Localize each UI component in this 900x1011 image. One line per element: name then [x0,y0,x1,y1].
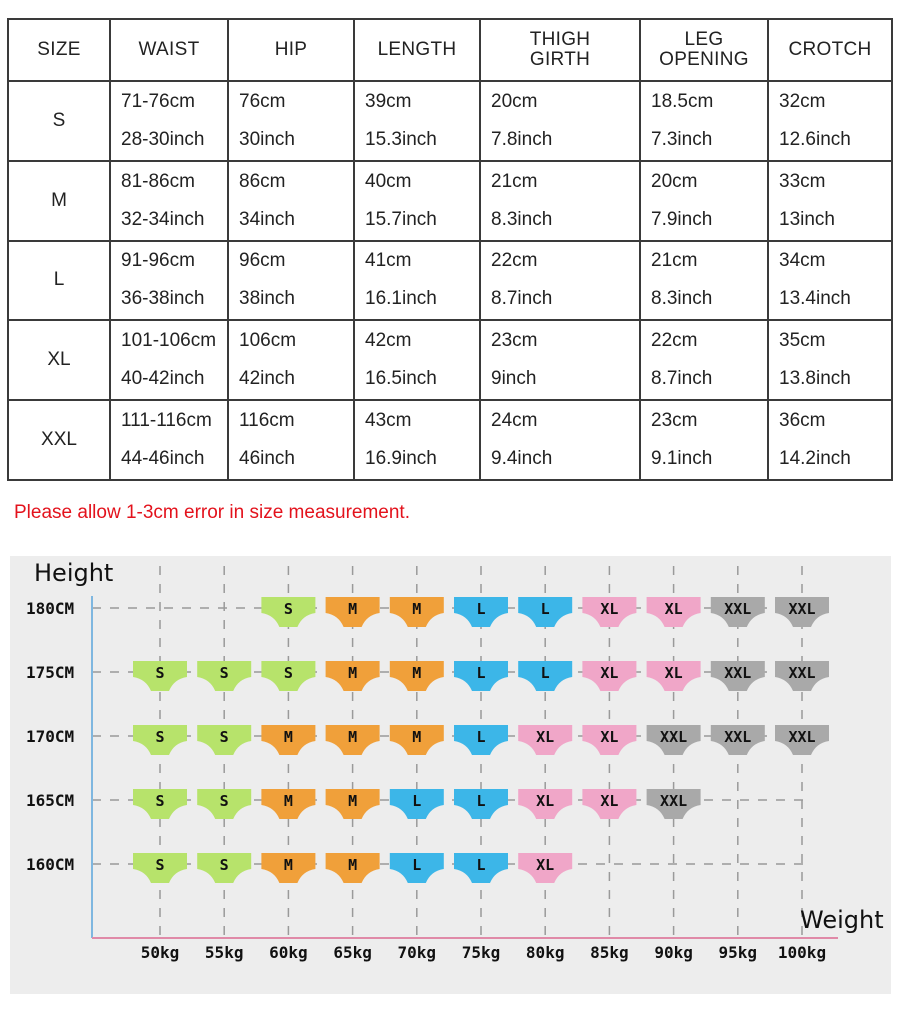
size-brief-icon [197,661,251,691]
brief-size-label: XXL [724,600,752,618]
inch-value: 16.5inch [365,368,437,390]
measurement-cell [480,400,640,480]
measurement-cell [354,81,480,161]
size-brief-icon [454,661,508,691]
brief-size-label: M [412,664,422,682]
size-brief-icon [582,661,636,691]
brief-size-label: S [219,728,229,746]
measurement-cell [768,320,892,400]
inch-value: 38inch [239,288,295,310]
brief-size-label: XL [664,664,683,682]
weight-label: 95kg [718,943,758,962]
measurement-cell [768,81,892,161]
column-header [8,19,110,81]
brief-size-label: S [219,664,229,682]
inch-value: 34inch [239,208,295,230]
table-row [8,81,892,161]
brief-size-label: XL [536,856,555,874]
cm-value: 116cm [239,410,295,432]
size-brief-icon [197,789,251,819]
cm-value: 20cm [651,170,698,192]
size-brief-icon [197,853,251,883]
brief-size-label: S [219,792,229,810]
inch-value: 30inch [239,128,295,150]
measurement-cell [110,241,228,321]
size-brief-icon [775,661,829,691]
size-brief-icon [518,789,572,819]
inch-value: 13inch [779,208,835,230]
size-brief-icon [133,853,187,883]
brief-size-label: L [476,856,486,874]
cm-value: 86cm [239,170,286,192]
size-cell: S [8,81,110,161]
x-tick-labels [141,943,826,962]
size-brief-icon [261,789,315,819]
measurement-cell [228,241,354,321]
size-brief-icon [711,661,765,691]
brief-size-label: XL [600,728,619,746]
weight-label: 85kg [590,943,629,962]
table-header-row [8,19,892,81]
size-brief-icon [582,789,636,819]
brief-size-label: XL [536,792,555,810]
y-axis-label: Height [34,559,114,587]
size-brief-icon [518,597,572,627]
brief-size-label: S [283,664,293,682]
cm-value: 71-76cm [121,90,195,112]
weight-label: 65kg [333,943,372,962]
size-brief-icon [390,597,444,627]
cm-value: 106cm [239,330,297,352]
measurement-cell [480,161,640,241]
brief-size-label: M [348,856,358,874]
height-label: 175CM [26,663,75,682]
brief-size-label: S [219,856,229,874]
inch-value: 15.3inch [365,128,437,150]
brief-size-label: XXL [788,664,816,682]
weight-label: 90kg [654,943,693,962]
height-label: 165CM [26,791,75,810]
size-brief-icon [454,725,508,755]
measurement-cell [480,81,640,161]
inch-value: 16.1inch [365,288,437,310]
cm-value: 96cm [239,250,286,272]
cm-value: 18.5cm [651,90,714,112]
cm-value: 21cm [651,250,698,272]
measurement-cell [110,161,228,241]
weight-label: 80kg [525,943,565,962]
size-chart-panel [10,556,891,994]
size-brief-icon [647,597,701,627]
inch-value: 8.3inch [651,288,713,310]
size-brief-icon [133,661,187,691]
size-brief-icon [454,789,508,819]
size-cell: XL [8,320,110,400]
cm-value: 40cm [365,170,412,192]
size-brief-icon [711,725,765,755]
inch-value: 14.2inch [779,448,851,470]
column-header-line: OPENING [659,49,749,70]
brief-size-label: M [283,792,293,810]
measurement-cell [110,81,228,161]
inch-value: 9.4inch [491,448,553,470]
weight-label: 70kg [397,943,437,962]
column-header [354,19,480,81]
cm-value: 101-106cm [121,330,217,352]
measurement-cell [480,320,640,400]
size-brief-icon [261,853,315,883]
inch-value: 8.3inch [491,208,553,230]
inch-value: 7.3inch [651,128,713,150]
column-header [768,19,892,81]
size-brief-icon [390,789,444,819]
inch-value: 36-38inch [121,288,205,310]
size-brief-icon [647,725,701,755]
size-brief-icon [390,725,444,755]
size-brief-icon [775,725,829,755]
brief-size-label: S [155,856,165,874]
brief-size-label: XXL [660,728,688,746]
weight-label: 55kg [204,943,244,962]
brief-size-label: XXL [724,664,752,682]
inch-value: 13.4inch [779,288,851,310]
height-label: 180CM [26,599,75,618]
size-brief-icon [711,597,765,627]
column-header [228,19,354,81]
cm-value: 21cm [491,170,538,192]
column-header-line: GIRTH [529,49,591,70]
brief-size-label: XXL [660,792,688,810]
column-header-line: WAIST [138,39,200,60]
measurement-cell [354,320,480,400]
size-brief-icon [326,853,380,883]
size-brief-icon [454,597,508,627]
size-brief-icon [518,725,572,755]
measurement-cell [228,320,354,400]
brief-size-label: M [348,600,358,618]
inch-value: 13.8inch [779,368,851,390]
size-cell: M [8,161,110,241]
column-header-line: LEG [684,29,724,50]
measurement-cell [768,161,892,241]
brief-size-label: M [348,664,358,682]
weight-label: 100kg [777,943,827,962]
cm-value: 81-86cm [121,170,195,192]
size-brief-icon [647,661,701,691]
cm-value: 76cm [239,90,286,112]
cm-value: 32cm [779,90,826,112]
size-brief-icon [326,789,380,819]
size-brief-icon [582,725,636,755]
y-tick-labels [26,599,74,874]
weight-label: 75kg [461,943,501,962]
inch-value: 42inch [239,368,295,390]
inch-value: 40-42inch [121,368,205,390]
brief-size-label: M [348,792,358,810]
cm-value: 22cm [491,250,538,272]
measurement-cell [228,161,354,241]
brief-size-label: XXL [788,600,816,618]
cm-value: 41cm [365,250,412,272]
brief-size-label: L [412,856,422,874]
measurement-cell [640,241,768,321]
measurement-cell [768,241,892,321]
inch-value: 8.7inch [651,368,713,390]
size-brief-icon [326,725,380,755]
cm-value: 111-116cm [121,410,212,432]
brief-size-label: XL [536,728,555,746]
size-brief-icon [647,789,701,819]
cm-value: 23cm [651,410,698,432]
cm-value: 91-96cm [121,250,195,272]
table-body [8,81,892,480]
inch-value: 16.9inch [365,448,437,470]
height-label: 160CM [26,855,75,874]
cm-value: 34cm [779,250,826,272]
brief-size-label: XL [600,664,619,682]
brief-size-label: XXL [788,728,816,746]
brief-size-label: XL [600,792,619,810]
size-brief-icon [518,661,572,691]
measurement-cell [228,81,354,161]
inch-value: 7.8inch [491,128,553,150]
size-brief-icon [454,853,508,883]
measurement-cell [640,161,768,241]
inch-value: 12.6inch [779,128,851,150]
size-brief-icon [326,661,380,691]
chart-axes [92,596,838,938]
size-brief-icon [133,725,187,755]
table-row [8,161,892,241]
brief-size-label: M [412,600,422,618]
column-header-line: LENGTH [377,39,457,60]
column-header-line: SIZE [37,39,81,60]
brief-size-label: XL [600,600,619,618]
size-brief-icon [326,597,380,627]
table-row [8,241,892,321]
brief-size-label: L [476,792,486,810]
weight-label: 50kg [140,943,180,962]
brief-size-label: M [283,728,293,746]
inch-value: 15.7inch [365,208,437,230]
size-brief-icon [133,789,187,819]
column-header [640,19,768,81]
size-error-note: Please allow 1-3cm error in size measurement. [14,502,410,523]
size-brief-icon [775,597,829,627]
column-header [480,19,640,81]
brief-size-label: L [540,664,550,682]
cm-value: 39cm [365,90,412,112]
size-brief-icon [261,597,315,627]
cm-value: 24cm [491,410,538,432]
cm-value: 36cm [779,410,826,432]
chart-grid [92,566,810,936]
inch-value: 46inch [239,448,295,470]
size-brief-icon [261,725,315,755]
brief-size-label: M [412,728,422,746]
size-brief-icon [197,725,251,755]
inch-value: 44-46inch [121,448,205,470]
measurement-cell [640,320,768,400]
size-brief-icon [582,597,636,627]
brief-size-label: S [283,600,293,618]
measurement-cell [640,81,768,161]
size-brief-icon [390,853,444,883]
height-label: 170CM [26,727,75,746]
size-cell: XXL [8,400,110,480]
inch-value: 28-30inch [121,128,205,150]
measurement-cell [110,320,228,400]
size-brief-icon [390,661,444,691]
brief-size-label: S [155,792,165,810]
cm-value: 23cm [491,330,538,352]
table-row [8,320,892,400]
brief-size-label: S [155,728,165,746]
cm-value: 42cm [365,330,412,352]
brief-size-label: M [348,728,358,746]
measurement-cell [640,400,768,480]
brief-size-label: L [476,664,486,682]
column-header-line: CROTCH [788,39,872,60]
measurement-cell [480,241,640,321]
measurement-cell [354,161,480,241]
inch-value: 7.9inch [651,208,713,230]
measurement-cell [354,400,480,480]
brief-size-label: L [412,792,422,810]
cm-value: 43cm [365,410,412,432]
inch-value: 9.1inch [651,448,713,470]
cm-value: 35cm [779,330,826,352]
inch-value: 32-34inch [121,208,205,230]
brief-size-label: L [540,600,550,618]
inch-value: 9inch [491,368,537,390]
size-brief-icon [518,853,572,883]
size-cell: L [8,241,110,321]
measurement-cell [768,400,892,480]
inch-value: 8.7inch [491,288,553,310]
brief-size-label: S [155,664,165,682]
brief-size-label: L [476,728,486,746]
column-header-line: HIP [274,39,308,60]
measurement-cell [228,400,354,480]
cm-value: 22cm [651,330,698,352]
brief-size-label: M [283,856,293,874]
cm-value: 33cm [779,170,826,192]
brief-size-label: XL [664,600,683,618]
brief-size-label: L [476,600,486,618]
x-axis-label: Weight [800,906,884,934]
brief-size-label: XXL [724,728,752,746]
size-brief-icon [261,661,315,691]
column-header [110,19,228,81]
cm-value: 20cm [491,90,538,112]
weight-label: 60kg [269,943,308,962]
measurement-cell [110,400,228,480]
size-table [7,18,893,481]
size-chart [10,556,891,994]
column-header-line: THIGH [529,29,591,50]
table-row [8,400,892,480]
measurement-cell [354,241,480,321]
